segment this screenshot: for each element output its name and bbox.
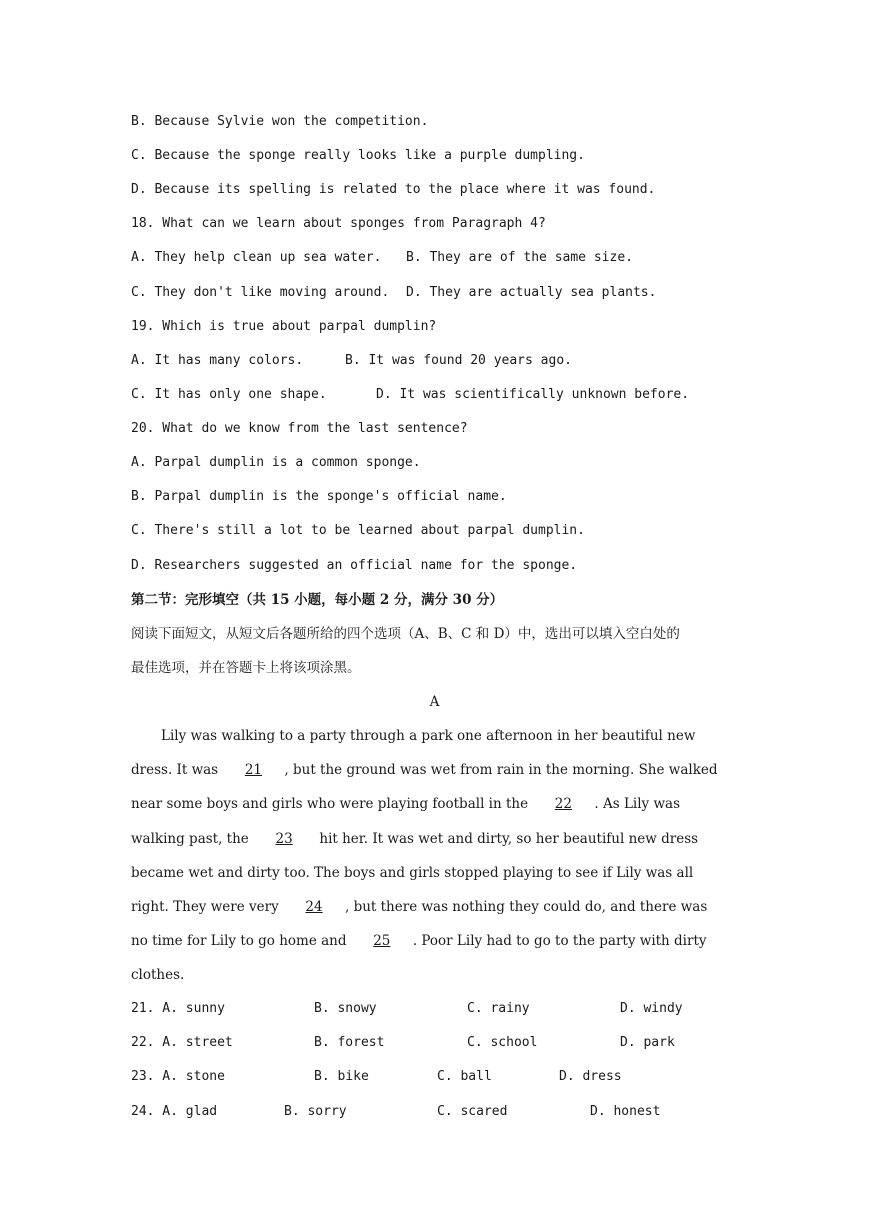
q22-option-c: C. school	[467, 1035, 538, 1050]
q19-option-d: D. It was scientifically unknown before.	[376, 387, 690, 402]
q20-stem: 20. What do we know from the last sentence?	[131, 421, 468, 436]
q21-option-c: C. rainy	[467, 1001, 530, 1016]
passage-line-8: clothes.	[131, 967, 185, 983]
passage-line-6: right. They were very 24 , but there was nothing they could do, and there was	[131, 899, 708, 915]
q22-option-a: 22. A. street	[131, 1035, 233, 1050]
q18-option-b: B. They are of the same size.	[406, 250, 633, 265]
passage-line-2: dress. It was 21 , but the ground was wet from rain in the morning. She walked	[131, 762, 718, 778]
passage-label: A	[429, 694, 440, 710]
section-heading: 第二节：完形填空（共 15 小题，每小题 2 分，满分 30 分）	[131, 592, 504, 608]
q23-option-b: B. bike	[314, 1069, 369, 1084]
q24-option-c: C. scared	[437, 1104, 508, 1119]
section-instructions-line2: 最佳选项，并在答题卡上将该项涂黑。	[131, 660, 361, 676]
q18-stem: 18. What can we learn about sponges from Paragraph 4?	[131, 216, 546, 231]
passage-line-4: walking past, the 23 hit her. It was wet and dirty, so her beautiful new dress	[131, 831, 699, 847]
q17-option-c: C. Because the sponge really looks like a purple dumpling.	[131, 148, 585, 163]
q19-option-b: B. It was found 20 years ago.	[345, 353, 572, 368]
q19-option-c: C. It has only one shape.	[131, 387, 327, 402]
passage-line-3: near some boys and girls who were playing football in the 22 . As Lily was	[131, 796, 680, 812]
blank-25: 25	[373, 933, 391, 949]
q24-option-b: B. sorry	[284, 1104, 347, 1119]
q23-option-c: C. ball	[437, 1069, 492, 1084]
q19-stem: 19. Which is true about parpal dumplin?	[131, 319, 437, 334]
q23-option-a: 23. A. stone	[131, 1069, 225, 1084]
q20-option-a: A. Parpal dumplin is a common sponge.	[131, 455, 421, 470]
section-instructions-line1: 阅读下面短文，从短文后各题所给的四个选项（A、B、C 和 D）中，选出可以填入空白处的	[131, 626, 680, 642]
q24-option-a: 24. A. glad	[131, 1104, 218, 1119]
passage-line-5: became wet and dirty too. The boys and girls stopped playing to see if Lily was all	[131, 865, 694, 881]
q18-option-a: A. They help clean up sea water.	[131, 250, 382, 265]
q21-option-a: 21. A. sunny	[131, 1001, 225, 1016]
blank-22: 22	[554, 796, 572, 812]
blank-24: 24	[305, 899, 323, 915]
q20-option-d: D. Researchers suggested an official name for the sponge.	[131, 558, 578, 573]
q20-option-c: C. There's still a lot to be learned about parpal dumplin.	[131, 523, 585, 538]
q18-option-d: D. They are actually sea plants.	[406, 285, 657, 300]
q18-option-c: C. They don't like moving around.	[131, 285, 390, 300]
q22-option-d: D. park	[620, 1035, 675, 1050]
q20-option-b: B. Parpal dumplin is the sponge's official name.	[131, 489, 507, 504]
q17-option-b: B. Because Sylvie won the competition.	[131, 114, 429, 129]
q19-option-a: A. It has many colors.	[131, 353, 304, 368]
q23-option-d: D. dress	[559, 1069, 622, 1084]
q21-option-b: B. snowy	[314, 1001, 377, 1016]
q24-option-d: D. honest	[590, 1104, 661, 1119]
blank-23: 23	[275, 831, 293, 847]
q21-option-d: D. windy	[620, 1001, 683, 1016]
blank-21: 21	[244, 762, 262, 778]
passage-line-7: no time for Lily to go home and 25 . Poor Lily had to go to the party with dirty	[131, 933, 707, 949]
q22-option-b: B. forest	[314, 1035, 385, 1050]
q17-option-d: D. Because its spelling is related to the place where it was found.	[131, 182, 656, 197]
passage-line-1: Lily was walking to a party through a park one afternoon in her beautiful new	[161, 728, 696, 744]
